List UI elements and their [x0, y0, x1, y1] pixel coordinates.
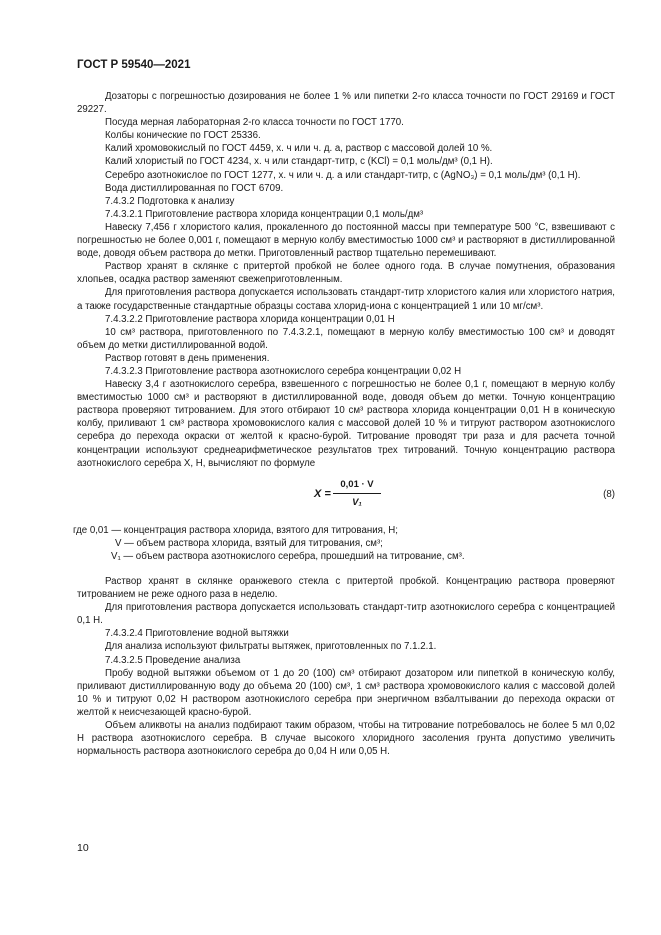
paragraph: Вода дистиллированная по ГОСТ 6709.	[105, 182, 284, 194]
section-heading: 7.4.3.2.1 Приготовление раствора хлорида концентрации 0,1 моль/дм³	[105, 208, 424, 220]
paragraph: 10 см³ раствора, приготовленного по 7.4.3.2.1, помещают в мерную колбу вместимостью 100 см³ и доводят объем до метки дистиллированной водой.	[77, 326, 615, 351]
paragraph: Для приготовления раствора допускается использовать стандарт-титр хлористого калия или хлористого натрия, а также государственные стандартные образцы состава хлорид-иона с концентрацией 1 или 10 мг/см³.	[77, 287, 615, 312]
paragraph: Для приготовления раствора допускается использовать стандарт-титр азотнокислого серебра с концентрацией 0,1 Н.	[77, 602, 615, 627]
section-heading: 7.4.3.2.5 Проведение анализа	[105, 654, 241, 666]
paragraph: Для анализа используют фильтраты вытяжек, приготовленных по 7.1.2.1.	[105, 641, 437, 653]
paragraph: Калий хромовокислый по ГОСТ 4459, х. ч или ч. д. а, раствор с массовой долей 10 %.	[105, 143, 493, 155]
section-heading: 7.4.3.2.3 Приготовление раствора азотнокислого серебра концентрации 0,02 Н	[105, 365, 462, 377]
formula	[77, 476, 615, 518]
document-header: ГОСТ Р 59540—2021	[77, 59, 191, 71]
paragraph: Серебро азотнокислое по ГОСТ 1277, х. ч или ч. д. а или стандарт-титр, c (AgNO₃) = 0,1 моль/дм³ (0,1 Н).	[105, 169, 581, 181]
formula-legend	[73, 524, 615, 563]
section-heading: 7.4.3.2.2 Приготовление раствора хлорида концентрации 0,01 Н	[105, 313, 395, 325]
legend-line: V₁ — объем раствора азотнокислого серебра, прошедший на титрование, см³.	[111, 550, 465, 562]
paragraph: Раствор хранят в склянке оранжевого стекла с притертой пробкой. Концентрацию раствора проверяют титрованием не реже одного раза в неделю.	[77, 576, 615, 601]
formula-denominator: V₁	[352, 496, 362, 508]
formula-number: (8)	[603, 488, 615, 500]
paragraph: Объем аликвоты на анализ подбирают таким образом, чтобы на титрование потребовалось не более 5 мл 0,02 Н раствора азотнокислого серебра. В случае высокого хлоридного засоления грунта допустимо увеличить нормальность раствора азотнокислого серебра до 0,04 Н или 0,05 Н.	[77, 720, 615, 758]
page-number: 10	[77, 842, 89, 854]
legend-line: где 0,01 — концентрация раствора хлорида, взятого для титрования, Н;	[73, 524, 398, 536]
paragraph: Колбы конические по ГОСТ 25336.	[105, 130, 261, 142]
paragraph: Навеску 3,4 г азотнокислого серебра, взвешенного с погрешностью не более 0,1 г, помещают в мерную колбу вместимостью 1000 см³ и растворяют в дистиллированной воде, доводя объем до метки. Точную концентрацию раствора проверяют титрованием. Для этого отбирают 10 см³ раствора хлорида концентрации 0,01 Н в коническую колбу, приливают 1 см³ раствора хромовокислого калия с массовой долей 10 % и титруют раствором азотнокислого серебра до перехода окраски от желтой к красно-бурой. Титрование проводят три раза и для расчета точной концентрации используют среднеарифметическое результатов трех титрований. Точную концентрацию раствора азотнокислого серебра X, Н, вычисляют по формуле	[77, 379, 615, 469]
formula-fraction	[333, 478, 381, 509]
paragraph: Навеску 7,456 г хлористого калия, прокаленного до постоянной массы при температуре 500 °С, взвешивают с погрешностью не более 0,001 г, помещают в мерную колбу вместимостью 1000 см³ и растворяют в дистиллированной воде, доводя объем раствора до метки. Приготовленный раствор тщательно перемешивают.	[77, 221, 615, 260]
formula-numerator: 0,01 · V	[333, 478, 381, 494]
section-heading: 7.4.3.2 Подготовка к анализу	[105, 195, 235, 207]
legend-line: V — объем раствора хлорида, взятый для титрования, см³;	[115, 537, 383, 549]
paragraph: Пробу водной вытяжки объемом от 1 до 20 (100) см³ отбирают дозатором или пипеткой в коническую колбу, приливают дистиллированную воду до объема 20 (100) см³, 1 см³ раствора хромовокислого калия с массовой долей 10 % и титруют 0,02 Н раствором азотнокислого серебра при энергичном взбалтывании до перехода окраски от желтой к неисчезающей красно-бурой.	[77, 667, 615, 718]
formula-lhs: X =	[314, 487, 331, 500]
document-body	[73, 90, 615, 758]
paragraph: Дозаторы с погрешностью дозирования не более 1 % или пипетки 2-го класса точности по ГОСТ 29169 и ГОСТ 29227.	[77, 91, 615, 116]
section-heading: 7.4.3.2.4 Приготовление водной вытяжки	[105, 628, 289, 640]
paragraph: Раствор хранят в склянке с притертой пробкой не более одного года. В случае помутнения, образования хлопьев, осадка раствор заменяют свежеприготовленным.	[77, 261, 615, 286]
paragraph: Раствор готовят в день применения.	[105, 352, 270, 364]
paragraph: Посуда мерная лабораторная 2-го класса точности по ГОСТ 1770.	[105, 117, 404, 129]
paragraph: Калий хлористый по ГОСТ 4234, х. ч или стандарт-титр, c (KCl) = 0,1 моль/дм³ (0,1 Н).	[105, 156, 493, 168]
